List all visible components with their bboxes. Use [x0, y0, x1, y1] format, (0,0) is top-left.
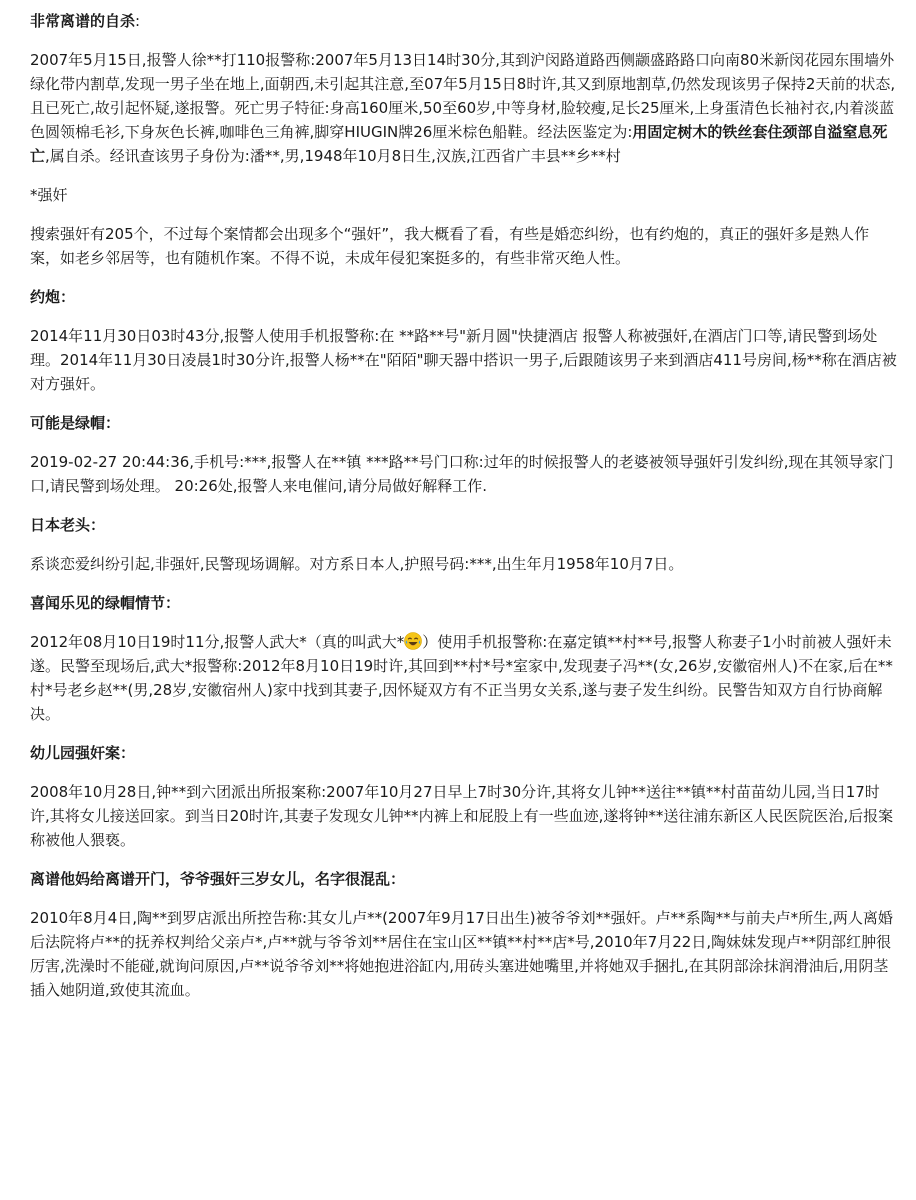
section-body-kindergarten: 2008年10月28日,钟**到六团派出所报案称:2007年10月27日早上7时30分许,其将女儿钟**送往**镇**村苗苗幼儿园,当日17时许,其将女儿接送回家。到当日20时许,其妻子发现女儿钟**内裤上和屁股上有一些血迹,遂将钟**送往浦东新区人民医院医治,后报案称被他人猥亵。	[30, 783, 894, 849]
section-body-suicide: 2007年5月15日,报警人徐**打110报警称:2007年5月13日14时30分,其到沪闵路道路西侧颛盛路路口向南80米新闵花园东围墙外绿化带内割草,发现一男子坐在地上,面朝西,未引起其注意,至07年5月15日8时许,其又到原地割草,仍然发现该男子保持2天前的状态,且已死亡,故引起怀疑,遂报警。死亡男子特征:身高160厘米,50至60岁,中等身材,脸较瘦,足长25厘米,上身蛋清色长袖衬衣,内着淡蓝色圆领棉毛衫,下身灰色长裤,咖啡色三角裤,脚穿HIUGIN牌26厘米棕色船鞋。经法医鉴定为:用固定树木的铁丝套住颈部自溢窒息死亡,属自杀。经讯查该男子身份为:潘**,男,1948年10月8日生,汉族,江西省广丰县**乡**村	[30, 51, 896, 165]
section-heading-kindergarten: 幼儿园强奸案：	[30, 744, 136, 762]
section-heading-green-hat-plot: 喜闻乐见的绿帽情节：	[30, 594, 181, 612]
section-heading-green-hat: 可能是绿帽：	[30, 414, 121, 432]
section-body-grandfather: 2010年8月4日,陶**到罗店派出所控告称:其女儿卢**(2007年9月17日出生)被爷爷刘**强奸。卢**系陶**与前夫卢*所生,两人离婚后法院将卢**的抚养权判给父亲卢*,卢**就与爷爷刘**居住在宝山区**镇**村**店*号,2010年7月22日,陶妹妹发现卢**阴部红肿很厉害,洗澡时不能碰,就询问原因,卢**说爷爷刘**将她抱进浴缸内,用砖头塞进她嘴里,并将她双手捆扎,在其阴部涂抹润滑油后,用阴茎插入她阴道,致使其流血。	[30, 909, 893, 999]
section-heading-japanese-man: 日本老头：	[30, 516, 106, 534]
section-body-rape: 搜索强奸有205个，不过每个案情都会出现多个“强奸”，我大概看了看，有些是婚恋纠纷，也有约炮的，真正的强奸多是熟人作案，如老乡邻居等，也有随机作案。不得不说，未成年侵犯案挺多的，有些非常灭绝人性。	[30, 225, 870, 267]
section-heading-grandfather: 离谱他妈给离谱开门，爷爷强奸三岁女儿，名字很混乱：	[30, 870, 406, 888]
section-heading-hookup: 约炮：	[30, 288, 76, 306]
forensic-conclusion: 用固定树木的铁丝套住颈部自溢窒息死亡	[30, 123, 888, 165]
section-body-japanese-man: 系谈恋爱纠纷引起,非强奸,民警现场调解。对方系日本人,护照号码:***,出生年月1958年10月7日。	[30, 555, 684, 573]
section-body-green-hat: 2019-02-27 20:44:36,手机号:***,报警人在**镇 ***路**号门口称:过年的时候报警人的老婆被领导强奸引发纠纷,现在其领导家门口,请民警到场处理。 20:26处,报警人来电催问,请分局做好解释工作.	[30, 453, 894, 495]
section-heading-suicide: 非常离谱的自杀:	[30, 12, 141, 30]
laughing-emoji-icon	[404, 632, 422, 650]
section-body-hookup: 2014年11月30日03时43分,报警人使用手机报警称:在 **路**号"新月圆"快捷酒店 报警人称被强奸,在酒店门口等,请民警到场处理。2014年11月30日凌晨1时30分许,报警人杨**在"陌陌"聊天器中搭识一男子,后跟随该男子来到酒店411号房间,杨**称在酒店被对方强奸。	[30, 327, 897, 393]
section-body-green-hat-plot: 2012年08月10日19时11分,报警人武大*（真的叫武大* ）使用手机报警称:在嘉定镇**村**号,报警人称妻子1小时前被人强奸未遂。民警至现场后,武大*报警称:2012年8月10日19时许,其回到**村*号*室家中,发现妻子冯**(女,26岁,安徽宿州人)不在家,后在**村*号老乡赵**(男,28岁,安徽宿州人)家中找到其妻子,因怀疑双方有不正当男女关系,遂与妻子发生纠纷。民警告知双方自行协商解决。	[30, 633, 893, 723]
section-heading-rape: *强奸	[30, 186, 68, 204]
